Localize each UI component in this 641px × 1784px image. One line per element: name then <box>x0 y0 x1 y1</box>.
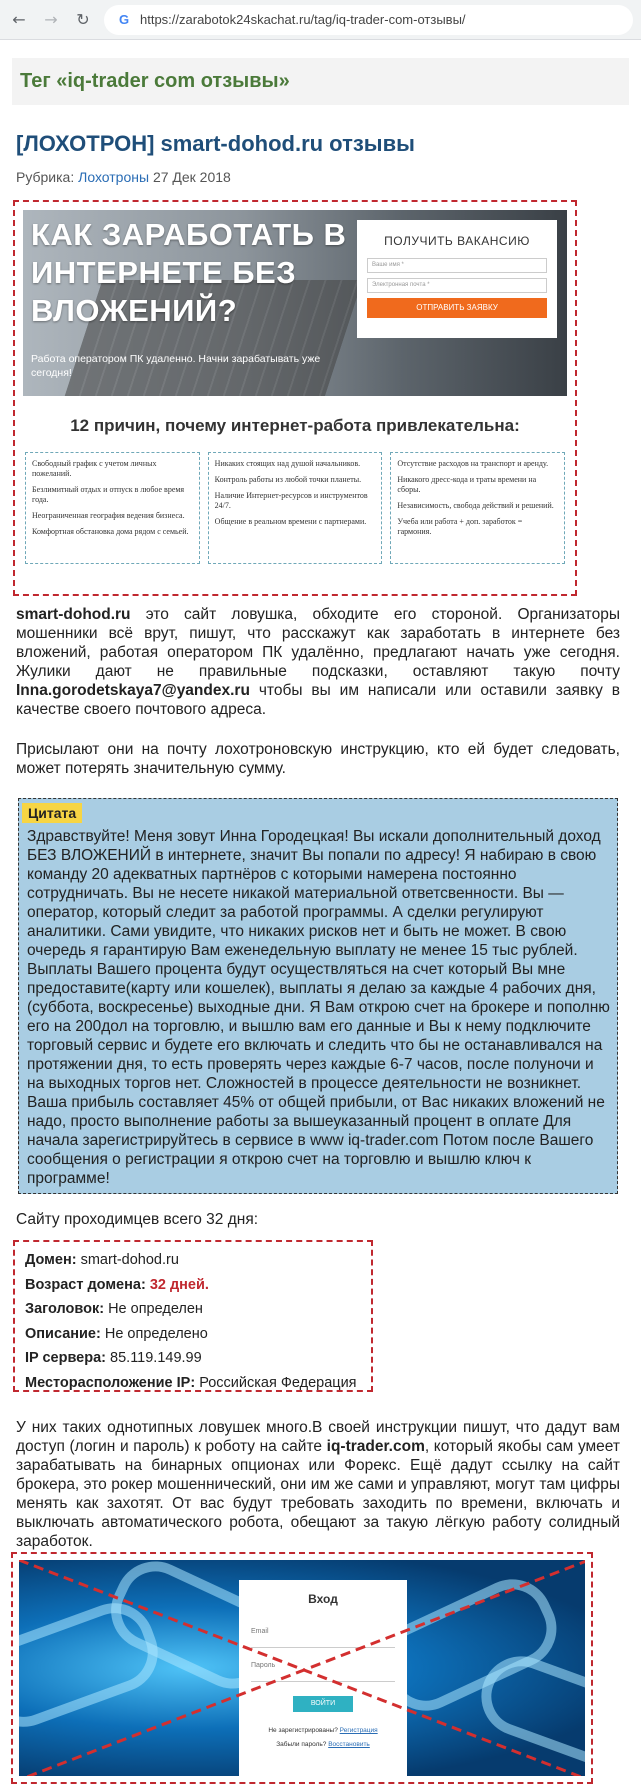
page-content <box>0 40 641 185</box>
address-bar[interactable] <box>104 5 633 35</box>
info-domain: Домен: smart-dohod.ru <box>25 1252 179 1268</box>
register-line: Не зарегистрированы? Регистрация <box>268 1727 378 1734</box>
forward-icon[interactable]: → <box>44 10 58 29</box>
register-link[interactable]: Регистрация <box>339 1727 378 1734</box>
vacancy-screenshot <box>13 200 577 596</box>
info-location: Месторасположение IP: Российская Федерация <box>25 1374 357 1391</box>
email-field[interactable]: Email <box>251 1628 395 1648</box>
forgot-line: Забыли пароль? Восстановить <box>276 1741 370 1748</box>
hero-subtitle: Работа оператором ПК удаленно. Начни зарабатывать уже сегодня! <box>31 353 321 379</box>
email-input[interactable]: Электронная почта * <box>367 278 547 293</box>
tag-title: Тег «iq-trader com отзывы» <box>20 70 290 92</box>
rubric-label: Рубрика: <box>16 169 75 185</box>
cross-out-mark <box>19 1560 585 1776</box>
age-note: Сайту проходимцев всего 32 дня: <box>16 1211 259 1228</box>
rubric-link[interactable]: Лохотроны <box>78 169 150 185</box>
reasons-columns <box>23 452 567 564</box>
robot-paragraph: У них таких однотипных ловушек много.В своей инструкции пишут, что дадут вам доступ (логин и пароль) к роботу на сайте iq-trader.com, который якобы сам умеет зарабатывать на бинарных опционах или Форекс. Ещё дадут ссылку на сайт брокера, это рокер мошеннический, они им же сами и управляют, могут там цифры менять как захотят. От вас будут требовать заходить по времени, включать и выключать автоматического робота, обещают за такую лёгкую работу солидный заработок. <box>16 1419 621 1550</box>
login-button[interactable]: ВОЙТИ <box>293 1696 353 1712</box>
reasons-column: Свободный график с учетом личных пожеланий. Безлимитный отдых и отпуск в любое время года. Неограниченная география ведения бизнеса. Комфортная обстановка дома рядом с семьей. <box>25 452 200 564</box>
form-title: ПОЛУЧИТЬ ВАКАНСИЮ <box>384 234 530 248</box>
login-screenshot <box>11 1552 593 1784</box>
password-field[interactable]: Пароль <box>251 1662 395 1682</box>
domain-info-box <box>13 1240 373 1392</box>
back-icon[interactable]: ← <box>12 10 26 29</box>
tag-header <box>12 58 629 105</box>
reasons-column: Никаких стоящих над душой начальников. Контроль работы из любой точки планеты. Наличие Интернет-ресурсов и инструментов 24/7. Общение в реальном времени с партнерами. <box>208 452 383 564</box>
name-input[interactable]: Ваше имя * <box>367 258 547 273</box>
quote-text: Здравствуйте! Меня зовут Инна Городецкая! Вы искали дополнительный доход БЕЗ ВЛОЖЕНИЙ в интернете, значит Вы попали по адресу! Я набираю в свою команду 20 адекватных партнёров с которыми намерена постоянно сотрудничать. Вы не несете никакой материальной ответсвенности. Вы — оператор, который следит за работой программы. А сделки регулируют аналитики. Сами увидите, что никаких рисков нет и быть не может. В свою очередь я гарантирую Вам еженедельную выплату не менее 15 тыс рублей. Выплаты Вашего процента будут осуществляться на счет который Вы мне предоставите(карту или кошелек), выплаты я делаю за каждые 4 рабочих дня, (суббота, воскресенье) выходные дни. Я Вам открою счет на брокере и пополню его на 200дол на торговлю, и вышлю вам его данные и Вы к нему подключите торговый сервис и будете его включать и следить что бы не останавливался на протяжении дня, то есть проверять через каждые 6-7 часов, после полуночи и на выходных торгов нет. Сложностей в процессе деятельности не возникнет. Ваша прибыль составляет 45% от общей прибыли, от Вас никаких вложений не надо, просто выполнение работы за вышеуказанный процент в оплате Для начала зарегистрируйтесь в сервисе в www iq-trader.com Потом после Вашего сообщения о регистрации я открою счет на торговлю и вышлю ключ к программе! <box>27 828 610 1187</box>
instruction-paragraph: Присылают они на почту лохотроновскую инструкцию, кто ей будет следовать, может потерять значительную сумму. <box>16 741 620 777</box>
quote-block <box>18 798 618 1194</box>
post-meta <box>16 169 641 185</box>
info-ip: IP сервера: 85.119.149.99 <box>25 1350 202 1366</box>
hero-banner <box>23 210 567 396</box>
info-age: Возраст домена: 32 дней. <box>25 1276 209 1293</box>
chain-background <box>19 1560 585 1776</box>
reasons-column: Отсутствие расходов на транспорт и аренду. Никакого дресс-кода и траты времени на сборы. Независимость, свобода действий и решений. Учеба или работа + доп. заработок = гармония. <box>390 452 565 564</box>
quote-badge: Цитата <box>22 803 82 823</box>
post-title[interactable]: [ЛОХОТРОН] smart-dohod.ru отзывы <box>16 131 415 156</box>
login-title: Вход <box>308 1592 338 1606</box>
reload-icon[interactable]: ↻ <box>76 10 90 29</box>
google-icon: G <box>118 12 130 27</box>
browser-toolbar <box>0 0 641 40</box>
reasons-title: 12 причин, почему интернет-работа привлекательна: <box>70 416 520 435</box>
intro-paragraph: smart-dohod.ru это сайт ловушка, обходите его стороной. Организаторы мошенники всё врут, пишут, что расскажут как заработать в интернете без вложений, работая оператором ПК удалённо, предлагают начать уже сегодня. Жулики дают не правильные подсказки, оставляют такую почту Inna.gorodetskaya7@yandex.ru чтобы вы им написали или оставили заявку в качестве своего почтового адреса. <box>16 606 620 718</box>
info-description: Описание: Не определено <box>25 1325 208 1342</box>
post-date: 27 Дек 2018 <box>152 169 231 185</box>
info-title: Заголовок: Не определен <box>25 1301 203 1317</box>
hero-headline: КАК ЗАРАБОТАТЬ В ИНТЕРНЕТЕ БЕЗ ВЛОЖЕНИЙ? <box>31 217 347 328</box>
submit-button[interactable]: ОТПРАВИТЬ ЗАЯВКУ <box>367 298 547 318</box>
restore-link[interactable]: Восстановить <box>328 1741 370 1748</box>
vacancy-form <box>357 220 557 338</box>
url-text: https://zarabotok24skachat.ru/tag/iq-trader-com-отзывы/ <box>140 12 466 27</box>
